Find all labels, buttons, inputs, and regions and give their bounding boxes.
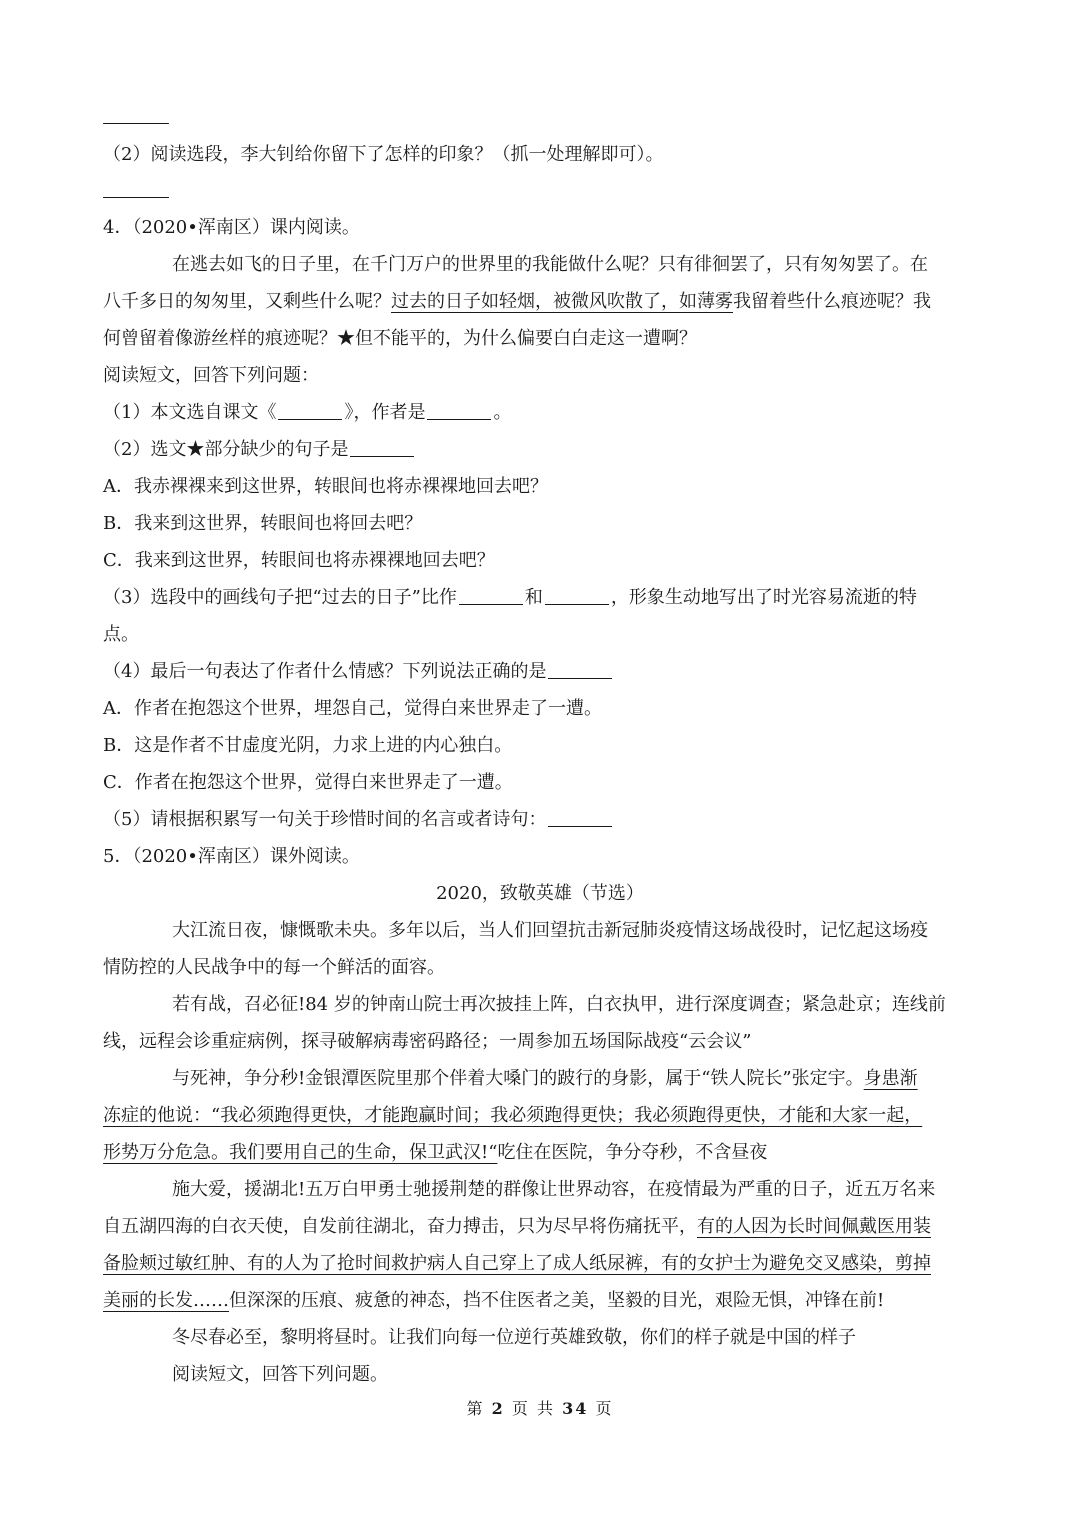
blank-line	[548, 808, 612, 827]
underlined-sentence: 冻症的他说：“我必须跑得更快，才能跑赢时间；我必须跑得更快；我必须跑得更快，才能和大家一起，	[103, 1105, 923, 1126]
blank-line	[278, 401, 342, 420]
article-line	[103, 1252, 931, 1276]
article-line: 大江流日夜，慷慨歌未央。多年以后，当人们回望抗击新冠肺炎疫情这场战役时，记忆起这场疫	[172, 920, 928, 941]
instruction: 阅读短文，回答下列问题。	[172, 1364, 388, 1385]
article-line: 情防控的人民战争中的每一个鲜活的面容。	[103, 957, 445, 978]
instruction: 阅读短文，回答下列问题：	[103, 365, 319, 386]
sub-question-4: （4）最后一句表达了作者什么情感？下列说法正确的是	[103, 660, 614, 684]
underlined-sentence: 形势万分危急。我们要用自己的生命，保卫武汉!“	[103, 1142, 498, 1163]
underlined-sentence: 备脸颊过敏红肿、有的人为了抢时间救护病人自己穿上了成人纸尿裤，有的女护士为避免交叉感染，剪掉	[103, 1253, 931, 1274]
option-b: B．我来到这世界，转眼间也将回去吧？	[103, 513, 423, 534]
article-line: 形势万分危急。我们要用自己的生命，保卫武汉!“吃住在医院，争分夺秒，不含昼夜	[103, 1142, 768, 1163]
article-title: 2020，致敬英雄（节选）	[436, 883, 644, 904]
sub-question-5: （5）请根据积累写一句关于珍惜时间的名言或者诗句：	[103, 808, 614, 832]
page-number: 2	[491, 1399, 505, 1418]
blank-line	[459, 586, 523, 605]
option-c: C．作者在抱怨这个世界，觉得白来世界走了一遭。	[103, 772, 513, 793]
underlined-sentence: 美丽的长发……	[103, 1290, 229, 1311]
article-line: 施大爱，援湖北!五万白甲勇士驰援荆楚的群像让世界动容，在疫情最为严重的日子，近五万名来	[172, 1179, 936, 1200]
article-line: 冬尽春必至，黎明将昼时。让我们向每一位逆行英雄致敬，你们的样子就是中国的样子	[172, 1327, 856, 1348]
article-line: 与死神，争分秒!金银潭医院里那个伴着大嗓门的跛行的身影，属于“铁人院长”张定宇。身患渐	[172, 1068, 918, 1089]
article-line: 美丽的长发……但深深的压痕、疲惫的神态，挡不住医者之美，坚毅的目光，艰险无惧，冲锋在前!	[103, 1290, 885, 1311]
passage-line: 八千多日的匆匆里，又剩些什么呢？过去的日子如轻烟，被微风吹散了，如薄雾我留着些什么痕迹呢？我	[103, 291, 931, 312]
option-a: A．作者在抱怨这个世界，埋怨自己，觉得白来世界走了一遭。	[103, 698, 602, 719]
page-footer: 第 2 页 共 34 页	[466, 1399, 614, 1418]
underlined-sentence: 身患渐	[863, 1068, 918, 1089]
page-total: 34	[562, 1399, 589, 1418]
sub-question-1: （1）本文选自课文《 》，作者是 。	[103, 402, 512, 423]
passage-line: 在逃去如飞的日子里，在千门万户的世界里的我能做什么呢？只有徘徊罢了，只有匆匆罢了。在	[172, 254, 928, 275]
article-line: 线，远程会诊重症病例，探寻破解病毒密码路径；一周参加五场国际战疫“云会议”	[103, 1031, 752, 1052]
option-c: C．我来到这世界，转眼间也将赤裸裸地回去吧？	[103, 550, 495, 571]
passage-line: 何曾留着像游丝样的痕迹呢？★但不能平的，为什么偏要白白走这一遭啊？	[103, 328, 697, 349]
question-5-heading: 5．（2020•浑南区）课外阅读。	[103, 846, 360, 867]
underlined-sentence: 过去的日子如轻烟，被微风吹散了，如薄雾	[391, 291, 733, 312]
option-b: B．这是作者不甘虚度光阴，力求上进的内心独白。	[103, 735, 513, 756]
option-a: A．我赤裸裸来到这世界，转眼间也将赤裸裸地回去吧？	[103, 476, 548, 497]
blank-line	[545, 586, 609, 605]
blank-line	[427, 401, 491, 420]
answer-line	[103, 197, 169, 198]
underlined-sentence: 有的人因为长时间佩戴医用装	[697, 1216, 931, 1237]
question-4-heading: 4．（2020•浑南区）课内阅读。	[103, 217, 360, 238]
sub-question-2: （2）选文★部分缺少的句子是	[103, 438, 416, 462]
question-3-2: （2）阅读选段，李大钊给你留下了怎样的印象？（抓一处理解即可）。	[103, 144, 664, 165]
article-line: 自五湖四海的白衣天使，自发前往湖北，奋力搏击，只为尽早将伤痛抚平，有的人因为长时间佩戴医用装	[103, 1216, 931, 1237]
answer-line	[103, 123, 169, 124]
blank-line	[350, 438, 414, 457]
sub-question-3-cont: 点。	[103, 624, 139, 645]
sub-question-3: （3）选段中的画线句子把“过去的日子”比作 和 ，形象生动地写出了时光容易流逝的特	[103, 587, 917, 608]
article-line	[103, 1104, 922, 1128]
article-line: 若有战，召必征!84 岁的钟南山院士再次披挂上阵，白衣执甲，进行深度调查；紧急赴京；连线前	[172, 994, 946, 1015]
blank-line	[548, 660, 612, 679]
